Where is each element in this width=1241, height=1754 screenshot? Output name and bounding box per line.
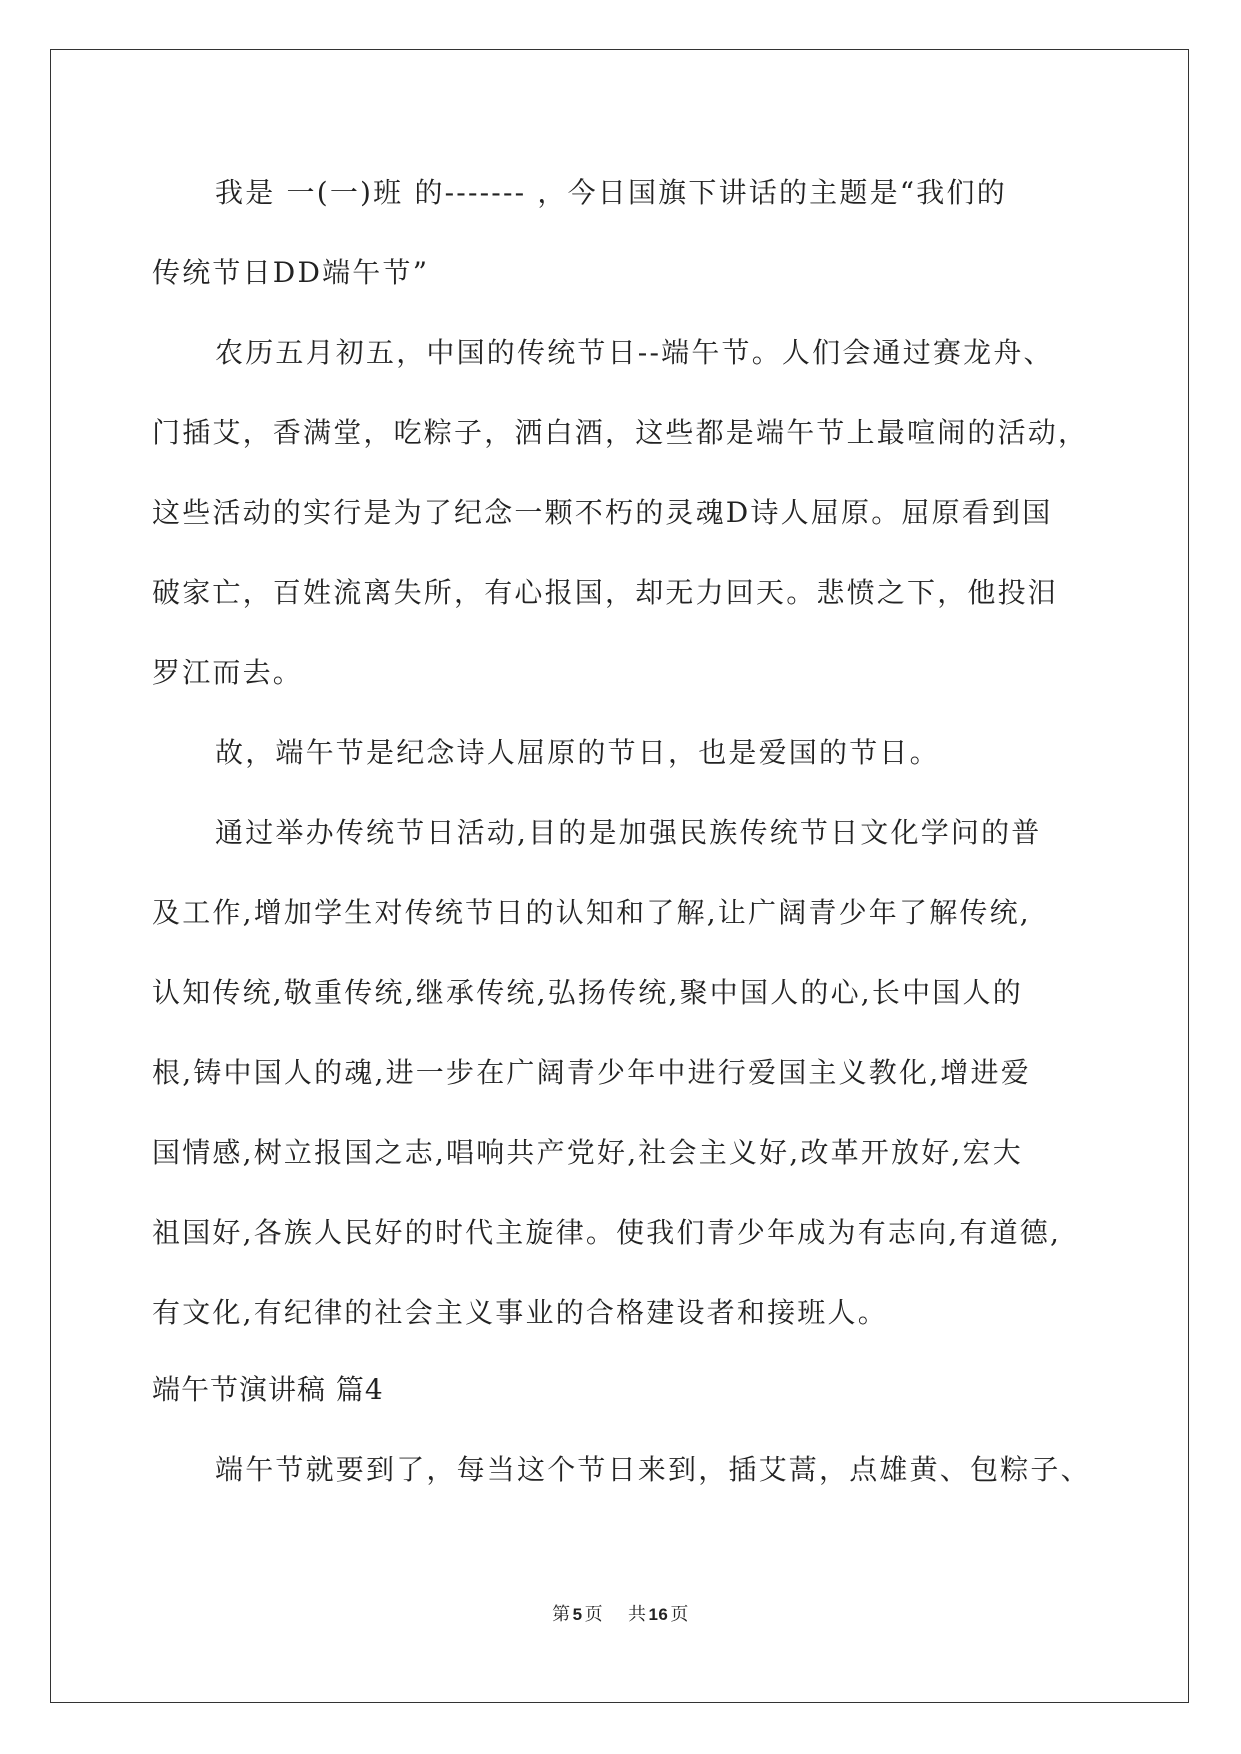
current-page-number: 5 <box>572 1605 583 1624</box>
page-suffix: 页 <box>584 1604 604 1625</box>
paragraph-line: 门插艾，香满堂，吃粽子，洒白酒，这些都是端午节上最喧闹的活动， <box>152 416 1089 449</box>
paragraph-line: 通过举办传统节日活动,目的是加强民族传统节日文化学问的普 <box>215 816 1042 849</box>
paragraph-line: 祖国好,各族人民好的时代主旋律。使我们青少年成为有志向,有道德, <box>152 1216 1062 1249</box>
paragraph-line: 及工作,增加学生对传统节日的认知和了解,让广阔青少年了解传统, <box>152 896 1031 929</box>
total-prefix: 共 <box>627 1604 647 1625</box>
paragraph-line: 端午节就要到了，每当这个节日来到，插艾蒿，点雄黄、包粽子、 <box>215 1453 1091 1486</box>
paragraph-line: 罗江而去。 <box>152 656 304 689</box>
paragraph-line: 我是 一(一)班 的------- ，今日国旗下讲话的主题是“我们的 <box>215 176 1007 209</box>
page-footer <box>0 1603 1241 1627</box>
paragraph-line: 农历五月初五，中国的传统节日--端午节。人们会通过赛龙舟、 <box>215 336 1054 369</box>
paragraph-line: 故，端午节是纪念诗人屈原的节日，也是爱国的节日。 <box>215 736 940 769</box>
paragraph-line: 这些活动的实行是为了纪念一颗不朽的灵魂D诗人屈原。屈原看到国 <box>152 496 1053 529</box>
paragraph-line: 破家亡，百姓流离失所，有心报国，却无力回天。悲愤之下，他投汨 <box>152 576 1059 609</box>
paragraph-line: 认知传统,敬重传统,继承传统,弘扬传统,聚中国人的心,长中国人的 <box>152 976 1023 1009</box>
paragraph-line: 根,铸中国人的魂,进一步在广阔青少年中进行爱国主义教化,增进爱 <box>152 1056 1031 1089</box>
page-prefix: 第 <box>552 1604 571 1625</box>
total-pages-number: 16 <box>648 1605 669 1624</box>
paragraph-line: 传统节日DD端午节” <box>152 256 430 289</box>
section-heading: 端午节演讲稿 篇4 <box>152 1373 384 1406</box>
paragraph-line: 有文化,有纪律的社会主义事业的合格建设者和接班人。 <box>152 1296 888 1329</box>
total-suffix: 页 <box>670 1604 689 1625</box>
paragraph-line: 国情感,树立报国之志,唱响共产党好,社会主义好,改革开放好,宏大 <box>152 1136 1023 1169</box>
